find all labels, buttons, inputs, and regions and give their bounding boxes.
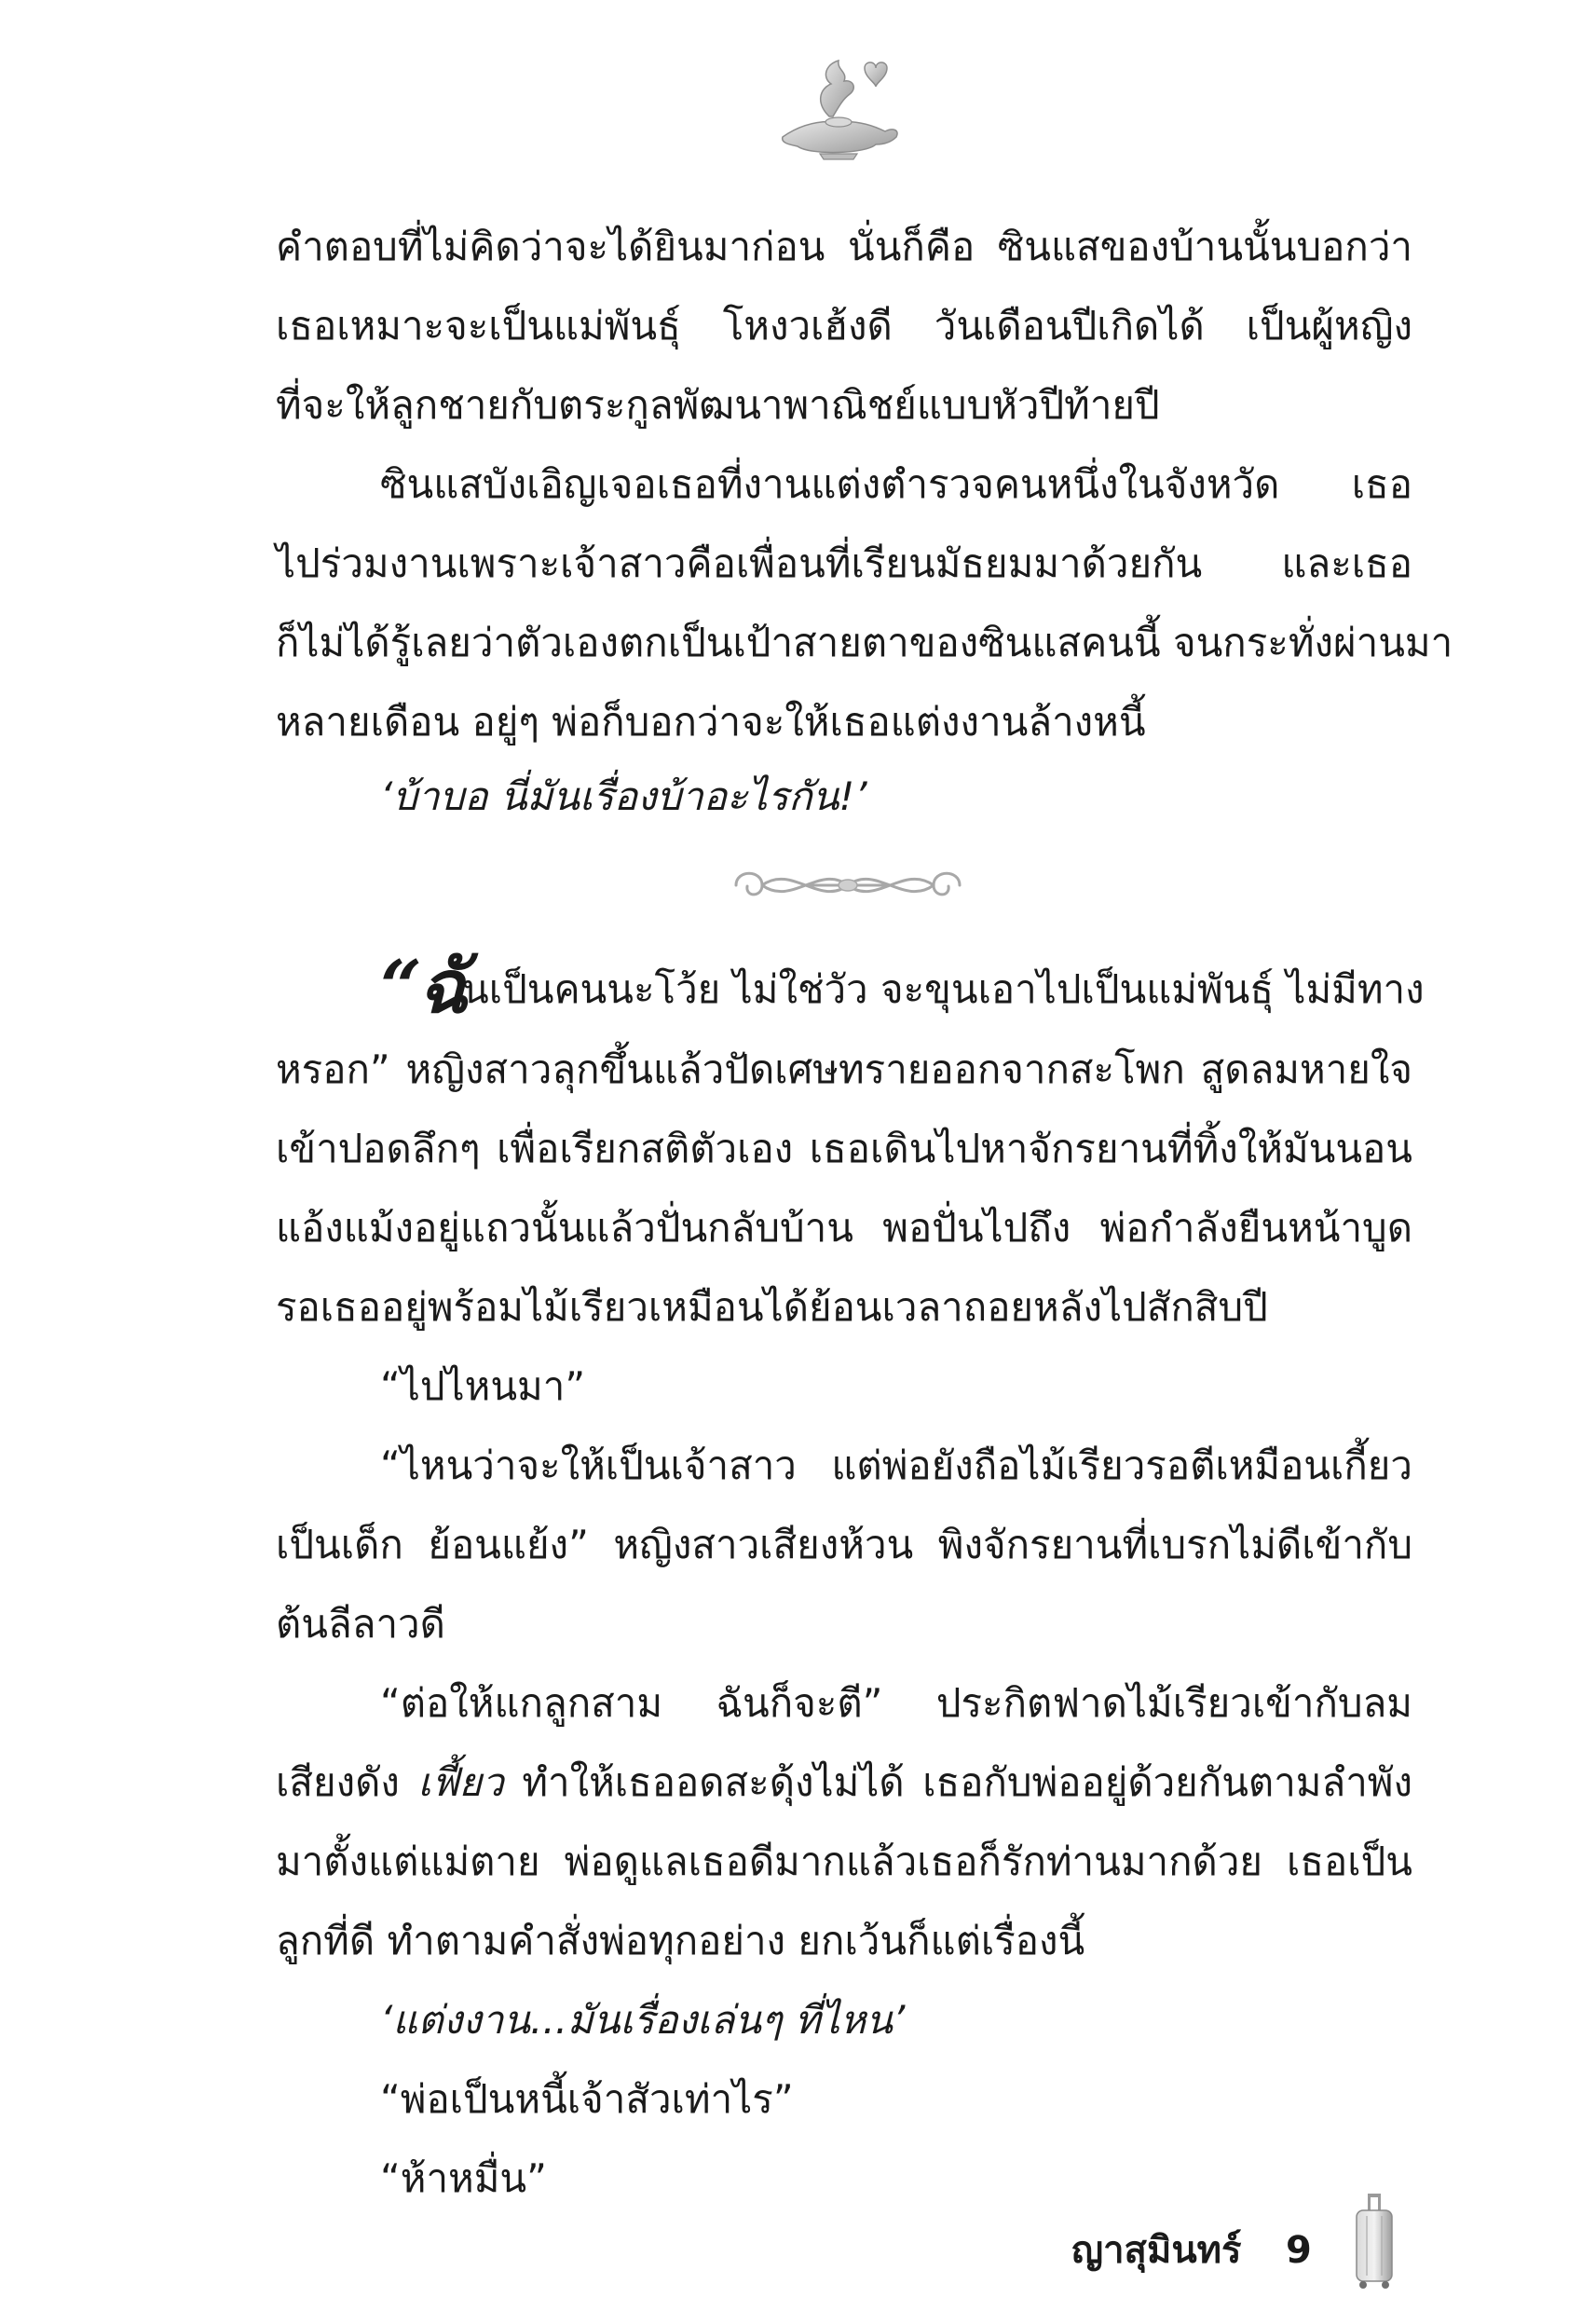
text-line: ไปร่วมงานเพราะเจ้าสาวคือเพื่อนที่เรียนมัธยมมาด้วยกัน และเธอ bbox=[276, 540, 1412, 586]
text-line: เป็นเด็ก ย้อนแย้ง” หญิงสาวเสียงห้วน พิงจักรยานที่เบรกไม่ดีเข้ากับ bbox=[276, 1522, 1412, 1567]
page-number: 9 bbox=[1286, 2229, 1312, 2272]
italic-sound-word: เฟี้ยว bbox=[417, 1759, 504, 1805]
text-line: ก็ไม่ได้รู้เลยว่าตัวเองตกเป็นเป้าสายตาของซินแสคนนี้ จนกระทั่งผ่านมา bbox=[276, 620, 1453, 665]
drop-cap-quote: “ bbox=[380, 945, 418, 1030]
genie-lamp-ornament-icon bbox=[764, 51, 904, 163]
italic-thought-line: ‘แต่งงาน...มันเรื่องเล่นๆ ที่ไหน’ bbox=[380, 1997, 906, 2043]
text-line: คำตอบที่ไม่คิดว่าจะได้ยินมาก่อน นั่นก็คือ ซินแสของบ้านนั้นบอกว่า bbox=[276, 224, 1412, 269]
text-span: ทำให้เธออดสะดุ้งไม่ได้ เธอกับพ่ออยู่ด้วยกันตามลำพัง bbox=[503, 1759, 1412, 1805]
text-line: เธอเหมาะจะเป็นแม่พันธุ์ โหงวเฮ้งดี วันเดือนปีเกิดได้ เป็นผู้หญิง bbox=[276, 303, 1412, 349]
text-line-with-italic bbox=[276, 1745, 1412, 1820]
dialogue-line: “ต่อให้แกลูกสาม ฉันก็จะตี” ประกิตฟาดไม้เรียวเข้ากับลม bbox=[380, 1680, 1412, 1726]
text-span: นเป็นคนนะโว้ย ไม่ใช่วัว จะขุนเอาไปเป็นแม่พันธุ์ ไม่มีทาง bbox=[462, 966, 1425, 1012]
drop-cap-letter: ฉั bbox=[417, 946, 469, 1030]
drop-cap-line bbox=[276, 945, 1425, 1030]
flourish-divider-icon bbox=[717, 853, 978, 918]
text-line: ลูกที่ดี ทำตามคำสั่งพ่อทุกอย่าง ยกเว้นก็แต่เรื่องนี้ bbox=[276, 1918, 1085, 1963]
text-line: หรอก” หญิงสาวลุกขึ้นแล้วปัดเศษทรายออกจากสะโพก สูดลมหายใจ bbox=[276, 1046, 1412, 1092]
suitcase-icon bbox=[1351, 2190, 1398, 2290]
text-line: หลายเดือน อยู่ๆ พ่อก็บอกว่าจะให้เธอแต่งงานล้างหนี้ bbox=[276, 699, 1146, 745]
dialogue-line: “ไหนว่าจะให้เป็นเจ้าสาว แต่พ่อยังถือไม้เรียวรอตีเหมือนเกี้ยว bbox=[380, 1443, 1412, 1488]
text-line: เข้าปอดลึกๆ เพื่อเรียกสติตัวเอง เธอเดินไปหาจักรยานที่ทิ้งให้มันนอน bbox=[276, 1126, 1412, 1171]
footer-author: ญาสุมินทร์ bbox=[1071, 2229, 1242, 2272]
italic-thought-line: ‘บ้าบอ นี่มันเรื่องบ้าอะไรกัน!’ bbox=[380, 773, 867, 819]
dialogue-line: “พ่อเป็นหนี้เจ้าสัวเท่าไร” bbox=[380, 2076, 794, 2122]
text-line: ที่จะให้ลูกชายกับตระกูลพัฒนาพาณิชย์แบบหัวปีท้ายปี bbox=[276, 382, 1160, 428]
text-line: ต้นลีลาวดี bbox=[276, 1601, 445, 1647]
text-line: รอเธออยู่พร้อมไม้เรียวเหมือนได้ย้อนเวลาถอยหลังไปสักสิบปี bbox=[276, 1284, 1268, 1330]
text-line: มาตั้งแต่แม่ตาย พ่อดูแลเธอดีมากแล้วเธอก็รักท่านมากด้วย เธอเป็น bbox=[276, 1839, 1412, 1884]
text-line: ซินแสบังเอิญเจอเธอที่งานแต่งตำรวจคนหนึ่งในจังหวัด เธอ bbox=[380, 461, 1412, 507]
dialogue-line: “ห้าหมื่น” bbox=[380, 2155, 547, 2201]
text-line: แอ้งแม้งอยู่แถวนั้นแล้วปั่นกลับบ้าน พอปั่นไปถึง พ่อกำลังยืนหน้าบูด bbox=[276, 1205, 1412, 1251]
dialogue-line: “ไปไหนมา” bbox=[380, 1363, 586, 1409]
text-span: เสียงดัง bbox=[276, 1759, 418, 1805]
